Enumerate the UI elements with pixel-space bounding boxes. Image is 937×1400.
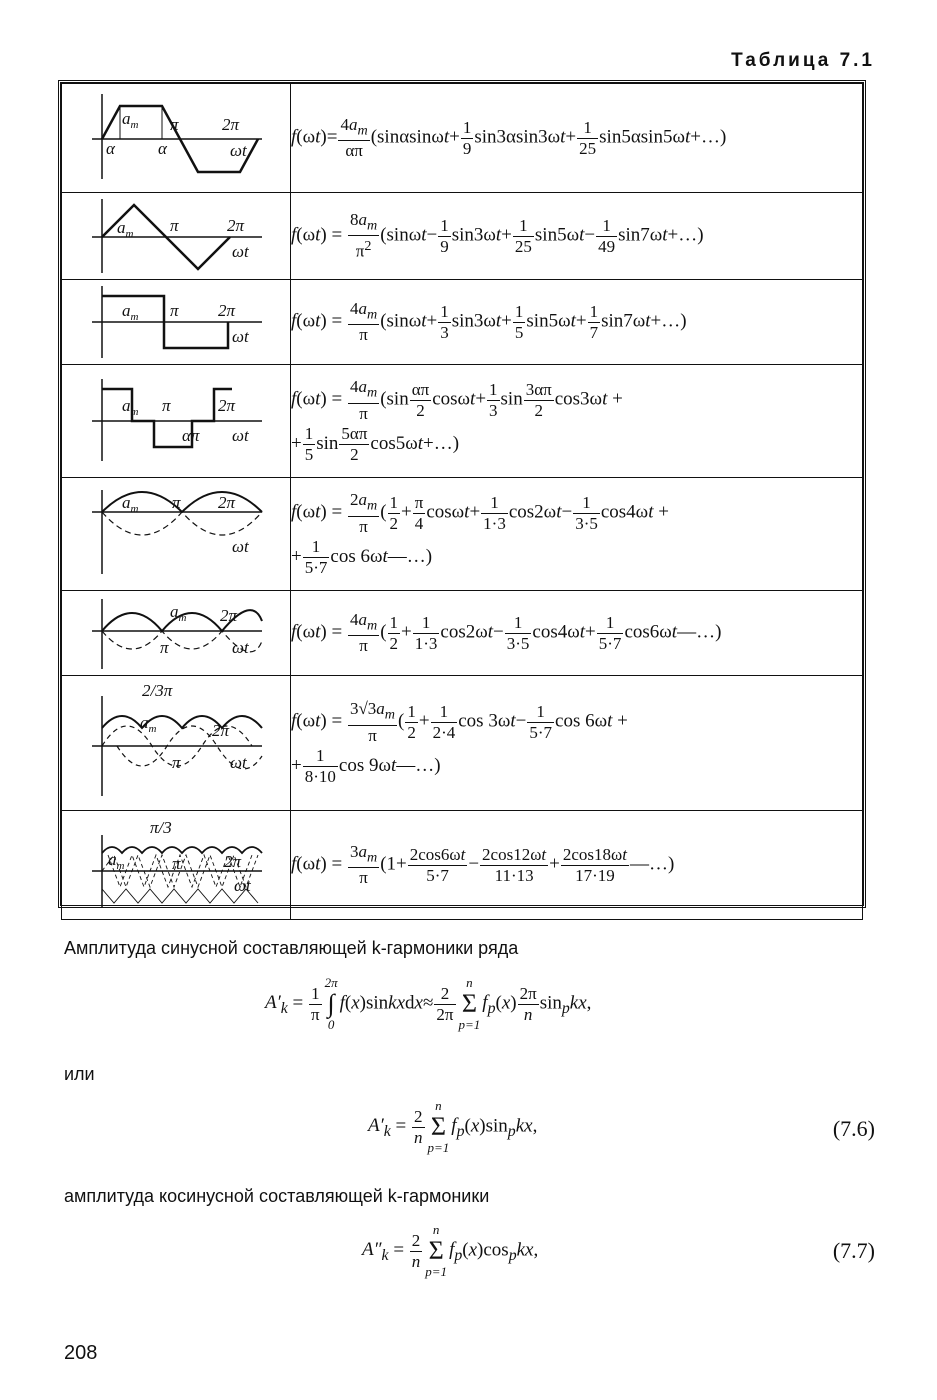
formula-cell: f(ωt) = $\frac{2a_m}{\pi}$ ( $\frac{1}{2}$ + $\frac{\pi}{4}$ cosωt+ $\frac{1}{1\cdot 3}$ cos2ωt− $\frac{1}{3\cdot 5}$ cos4ωt + + $\frac{1}{5\cdot 7}$ cos 6ωt—…) bbox=[291, 478, 863, 591]
table-row bbox=[62, 591, 863, 676]
formula-cell: f(ωt) = $\frac{4a_m}{\pi}$ (sinωt+ $\frac{1}{3}$ sin3ωt+ $\frac{1}{5}$ sin5ωt+ $\frac{1}{7}$ sin7ωt+…) bbox=[291, 280, 863, 365]
table-caption: Таблица 7.1 bbox=[731, 50, 875, 71]
svg-text:ωt: ωt bbox=[232, 426, 249, 445]
waveform-graph-six-phase bbox=[62, 811, 291, 920]
svg-text:ωt: ωt bbox=[232, 242, 249, 261]
formula-line-1: f(ωt)= $\frac{4a_m}{\alpha\pi}$ (sinαsinωt+ $\frac{1}{9}$ sin3αsin3ωt+ $\frac{1}{25}$ sin5αsin5ωt+…) bbox=[291, 114, 727, 161]
equation-7-6: $A'_k$ = $\frac{2}{n}$ n Σ p=1 $f_p(x)\sin_pkx$, bbox=[368, 1098, 538, 1155]
formula-cell: f(ωt) = $\frac{8a_m}{\pi^2}$ (sinωt− $\frac{1}{9}$ sin3ωt+ $\frac{1}{25}$ sin5ωt− $\frac{1}{49}$ sin7ωt+…) bbox=[291, 193, 863, 280]
waveform-graph-triangle bbox=[62, 193, 291, 280]
paragraph-cosine-amplitude: амплитуда косинусной составляющей k-гармоники bbox=[64, 1186, 490, 1206]
waveform-graph-trapezoid bbox=[62, 84, 291, 193]
formula-table bbox=[58, 80, 866, 908]
table-row bbox=[62, 193, 863, 280]
formula-cell: f(ωt) = $\frac{3√3a_m}{\pi}$ ( $\frac{1}{2}$ + $\frac{1}{2\cdot 4}$ cos 3ωt− $\frac{1}{5\cdot 7}$ cos 6ωt + + $\frac{1}{8\cdot 10}$ cos 9ωt—…) bbox=[291, 676, 863, 811]
svg-text:2/3π: 2/3π bbox=[142, 681, 173, 700]
svg-text:π: π bbox=[170, 216, 179, 235]
svg-text:2π: 2π bbox=[227, 216, 245, 235]
omega-t-label: ωt bbox=[230, 141, 247, 160]
svg-text:2π: 2π bbox=[218, 301, 236, 320]
waveform-graph-three-phase bbox=[62, 676, 291, 811]
equation-number-7-6: (7.6) bbox=[832, 1116, 875, 1141]
svg-text:π: π bbox=[160, 638, 169, 657]
svg-text:am: $a_m$ bbox=[122, 396, 139, 418]
waveform-graph-stepped bbox=[62, 365, 291, 478]
word-or: или bbox=[64, 1064, 95, 1084]
svg-text:am: $a_m$ bbox=[117, 218, 134, 240]
svg-text:ωt: ωt bbox=[232, 327, 249, 346]
svg-text:am: $a_m$ bbox=[108, 850, 125, 872]
alpha-label-right: α bbox=[158, 139, 167, 158]
svg-text:π: π bbox=[172, 493, 181, 512]
table-row bbox=[62, 676, 863, 811]
formula-cell: f(ωt) = $\frac{4a_m}{\pi}$ (sin $\frac{\alpha\pi}{2}$ cosωt+ $\frac{1}{3}$ sin $\frac{3\alpha\pi}{2}$ cos3ωt + + $\frac{1}{5}$ sin $\frac{5\alpha\pi}{2}$ cos5ωt+…) bbox=[291, 365, 863, 478]
formula-cell bbox=[291, 84, 863, 193]
table-row bbox=[62, 811, 863, 920]
equation-sine-integral: $A'_k$ = $\frac{1}{\pi}$ 2π ∫ 0 f(x)sinkxdx≈ $\frac{2}{2\pi}$ n Σ p=1 $f_p(x)$ $\frac{2\pi}{n}$ $\sin_pkx$, bbox=[265, 975, 592, 1032]
svg-text:ωt: ωt bbox=[234, 876, 251, 895]
pi-label: π bbox=[170, 115, 179, 134]
svg-text:π: π bbox=[172, 753, 181, 772]
svg-text:am: $a_m$ bbox=[122, 493, 139, 515]
svg-text:2π: 2π bbox=[218, 493, 236, 512]
formula-cell: f(ωt) = $\frac{3a_m}{\pi}$ (1+ $\frac{2\cos 6\omega t}{5\cdot 7}$ − $\frac{2\cos 12\omega t}{11\cdot 13}$ + $\frac{2\cos 18\omega t}{17\cdot 19}$ —…) bbox=[291, 811, 863, 920]
svg-text:2π: 2π bbox=[224, 852, 242, 871]
page-number: 208 bbox=[64, 1342, 98, 1364]
svg-text:am: $a_m$ bbox=[122, 301, 139, 323]
svg-text:απ: απ bbox=[182, 426, 200, 445]
svg-text:2π: 2π bbox=[218, 396, 236, 415]
svg-text:π/3: π/3 bbox=[150, 818, 172, 837]
alpha-label-left: α bbox=[106, 139, 115, 158]
table-row bbox=[62, 365, 863, 478]
paragraph-sine-amplitude: Амплитуда синусной составляющей k-гармоники ряда bbox=[64, 938, 519, 958]
svg-text:2π: 2π bbox=[212, 721, 230, 740]
svg-text:am: $a_m$ bbox=[140, 713, 157, 735]
svg-text:π: π bbox=[172, 854, 181, 873]
svg-text:ωt: ωt bbox=[232, 537, 249, 556]
svg-text:2π: 2π bbox=[220, 606, 238, 625]
svg-text:ωt: ωt bbox=[230, 753, 247, 772]
table-row bbox=[62, 280, 863, 365]
svg-text:ωt: ωt bbox=[232, 638, 249, 657]
svg-text:π: π bbox=[170, 301, 179, 320]
waveform-graph-half-wave bbox=[62, 478, 291, 591]
table-row bbox=[62, 478, 863, 591]
equation-7-7: $A''_k$ = $\frac{2}{n}$ n Σ p=1 $f_p(x)\cos_pkx$, bbox=[362, 1222, 539, 1279]
waveform-graph-square bbox=[62, 280, 291, 365]
equation-number-7-7: (7.7) bbox=[832, 1238, 875, 1263]
svg-text:am: $a_m$ bbox=[170, 602, 187, 624]
waveform-graph-full-wave bbox=[62, 591, 291, 676]
amplitude-label: $a_m$ bbox=[122, 109, 139, 131]
formula-cell: f(ωt) = $\frac{4a_m}{\pi}$ ( $\frac{1}{2}$ + $\frac{1}{1\cdot 3}$ cos2ωt− $\frac{1}{3\cdot 5}$ cos4ωt+ $\frac{1}{5\cdot 7}$ cos6ωt—…) bbox=[291, 591, 863, 676]
two-pi-label: 2π bbox=[222, 115, 240, 134]
svg-text:π: π bbox=[162, 396, 171, 415]
table-row bbox=[62, 84, 863, 193]
